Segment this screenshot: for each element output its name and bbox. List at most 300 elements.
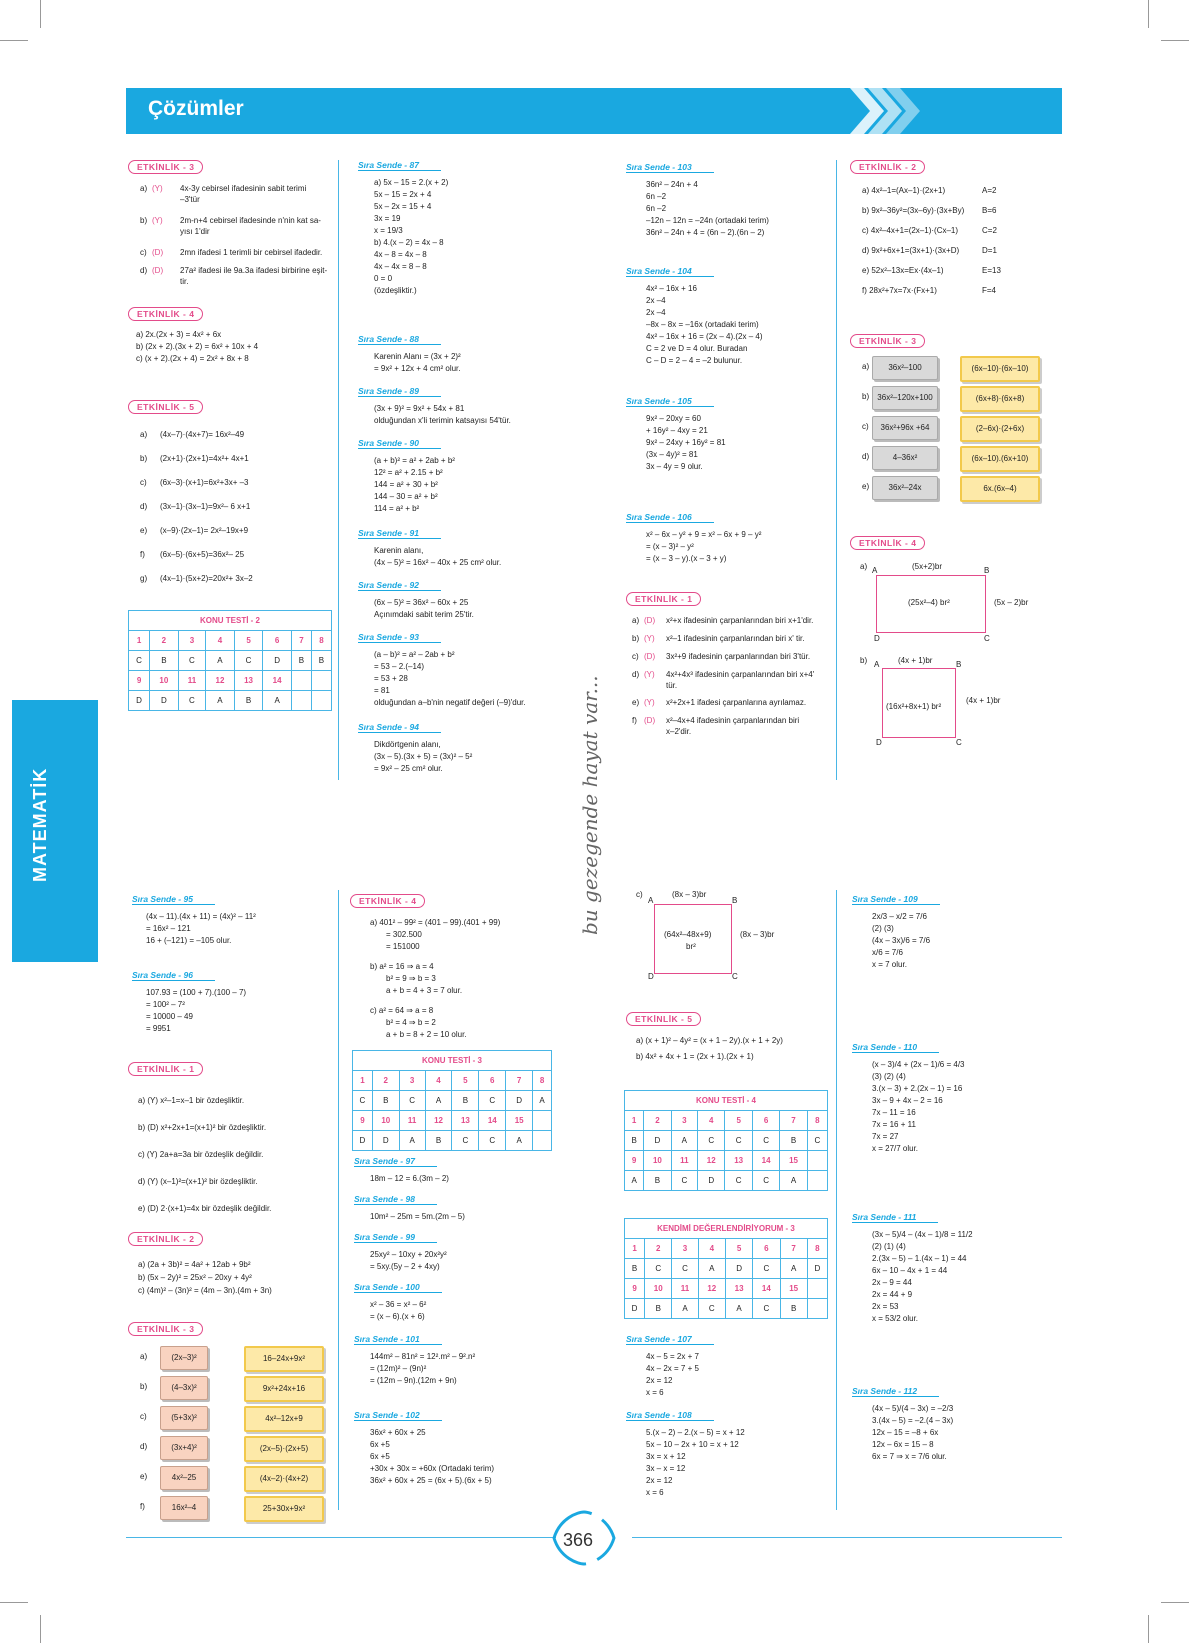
equation-line: 7x = 27 xyxy=(872,1132,899,1141)
equation-line: 6x – 10 – 4x + 1 = 44 xyxy=(872,1266,948,1275)
item-label: f) xyxy=(140,1502,145,1511)
answer-cell: B xyxy=(425,1131,452,1151)
equation-line: (x–9)·(2x–1)= 2x²–19x+9 xyxy=(160,526,249,535)
equation-line: c) a² = 64 ⇒ a = 8 xyxy=(370,1006,434,1015)
answer-cell: A xyxy=(206,691,235,711)
column-divider xyxy=(836,890,837,1510)
answer-cell: C xyxy=(807,1131,827,1151)
equation-line: (2) (3) xyxy=(872,924,894,933)
answer-cell: B xyxy=(645,1299,672,1319)
equation-line: 3x = 19 xyxy=(374,214,401,223)
question-number: 14 xyxy=(479,1111,506,1131)
answer-cell: D xyxy=(129,691,150,711)
equation-line: b) (2x + 2).(3x + 2) = 6x² + 10x + 4 xyxy=(136,342,259,351)
answer-cell: B xyxy=(311,651,331,671)
section-title: Sıra Sende - 108 xyxy=(626,1410,714,1421)
equation-line: x/6 = 7/6 xyxy=(872,948,903,957)
answer-box: (4x–2)·(4x+2) xyxy=(244,1466,324,1492)
question-number: 13 xyxy=(234,671,263,691)
equation-line: (4x–7)·(4x+7)= 16x²–49 xyxy=(160,430,245,439)
answer-cell: D xyxy=(698,1171,725,1191)
answer-cell: A xyxy=(671,1131,697,1151)
equation-line: 2x = 12 xyxy=(646,1476,673,1485)
crop-mark xyxy=(40,0,41,28)
equation-line: 36x² + 60x + 25 xyxy=(370,1428,426,1437)
equation-line: x = 53/2 olur. xyxy=(872,1314,919,1323)
answer-cell: B xyxy=(234,691,263,711)
question-number: 2 xyxy=(645,1239,672,1259)
answer-cell: A xyxy=(425,1091,452,1111)
item-label: e) xyxy=(632,698,640,707)
equation-line: Açınımdaki sabit terim 25'tir. xyxy=(374,610,474,619)
equation-line: (özdeşliktir.) xyxy=(374,286,417,295)
answer-badge: (D) xyxy=(644,716,656,725)
etkinlik-title: ETKİNLİK - 3 xyxy=(850,334,925,348)
question-number: 8 xyxy=(311,631,331,651)
equation-line: 4x – 5 = 2x + 7 xyxy=(646,1352,699,1361)
item-label: c) xyxy=(632,652,639,661)
equation-line: x = 27/7 olur. xyxy=(872,1144,919,1153)
question-number: 10 xyxy=(645,1279,672,1299)
answer-cell: D xyxy=(353,1131,373,1151)
equation-line: 3x – x = 12 xyxy=(646,1464,686,1473)
section-title: Sıra Sende - 102 xyxy=(354,1410,442,1421)
question-number: 15 xyxy=(780,1279,807,1299)
section-title: Sıra Sende - 93 xyxy=(358,632,441,643)
statement-text: 2mn ifadesi 1 terimli bir cebirsel ifadedir. xyxy=(180,248,323,257)
table-row xyxy=(625,1299,828,1319)
equation-line: = 9x² + 12x + 4 cm² olur. xyxy=(374,364,461,373)
statement-text: –3'tür xyxy=(180,195,200,204)
vertex-label: D xyxy=(876,738,882,747)
statement-text: 4x-3y cebirsel ifadesinin sabit terimi xyxy=(180,184,307,193)
equation-line: 12² = a² + 2.15 + b² xyxy=(374,468,443,477)
section-title: Sıra Sende - 111 xyxy=(852,1212,938,1223)
item-label: a) xyxy=(860,562,868,571)
answer-value: F=4 xyxy=(982,286,997,295)
answer-cell: C xyxy=(234,651,263,671)
etkinlik-title: ETKİNLİK - 5 xyxy=(626,1012,701,1026)
item-label: b) xyxy=(862,392,870,401)
question-number xyxy=(291,671,311,691)
item-label: c) xyxy=(862,422,869,431)
answer-cell: C xyxy=(752,1131,779,1151)
equation-line: = 10000 – 49 xyxy=(146,1012,193,1021)
area-label: br² xyxy=(686,942,696,951)
expression-box: 4–36x² xyxy=(872,446,938,470)
item-label: f) xyxy=(140,550,145,559)
answer-cell: B xyxy=(780,1299,807,1319)
equation-line: = 16x² – 121 xyxy=(146,924,191,933)
answer-badge: (Y) xyxy=(152,184,163,193)
equation-line: (4x – 5)² = 16x² – 40x + 25 cm² olur. xyxy=(374,558,502,567)
equation-line: x = 6 xyxy=(646,1388,664,1397)
equation-line: 2.(3x – 5) – 1.(4x – 1) = 44 xyxy=(872,1254,967,1263)
equation-line: 4x – 8 = 4x – 8 xyxy=(374,250,427,259)
question-number: 2 xyxy=(150,631,179,651)
answer-cell: B xyxy=(291,651,311,671)
equation-line: 36n² – 24n + 4 xyxy=(646,180,698,189)
equation-line: (2) (1) (4) xyxy=(872,1242,906,1251)
equation-line: 12x – 6x = 15 – 8 xyxy=(872,1440,934,1449)
equation-line: 4x² – 16x + 16 = (2x – 4).(2x – 4) xyxy=(646,332,763,341)
table-row xyxy=(129,671,332,691)
question-number: 7 xyxy=(780,1111,807,1131)
equation-line: 2x –4 xyxy=(646,308,666,317)
item-label: a) xyxy=(140,430,148,439)
item-label: b) xyxy=(632,634,640,643)
section-title: Sıra Sende - 100 xyxy=(354,1282,442,1293)
answer-cell: C xyxy=(725,1131,752,1151)
answer-cell: D xyxy=(807,1259,827,1279)
table-row xyxy=(129,691,332,711)
side-tab-label: MATEMATİK xyxy=(30,767,50,882)
equation-line: (2x+1)·(2x+1)=4x²+ 4x+1 xyxy=(160,454,249,463)
answer-badge: (Y) xyxy=(644,670,655,679)
expression-box: (5+3x)² xyxy=(160,1406,208,1430)
statement-text: c) (Y) 2a+a=3a bir özdeşlik değildir. xyxy=(138,1150,264,1159)
expression-box: (3x+4)² xyxy=(160,1436,208,1460)
answer-cell: C xyxy=(399,1091,425,1111)
answer-badge: (Y) xyxy=(644,634,655,643)
statement-text: tir. xyxy=(180,277,189,286)
equation-line: 144 – 30 = a² + b² xyxy=(374,492,438,501)
vertex-label: D xyxy=(648,972,654,981)
equation-line: b) (5x – 2y)² = 25x² – 20xy + 4y² xyxy=(138,1273,252,1282)
section-title: Sıra Sende - 103 xyxy=(626,162,714,173)
answer-cell: D xyxy=(625,1299,645,1319)
equation-line: a) 5x – 15 = 2.(x + 2) xyxy=(374,178,449,187)
etkinlik-title: ETKİNLİK - 1 xyxy=(128,1062,203,1076)
item-label: a) xyxy=(862,362,870,371)
column-divider xyxy=(338,160,339,780)
equation-line: +30x + 30x = +60x (Ortadaki terim) xyxy=(370,1464,495,1473)
answer-cell: B xyxy=(372,1091,399,1111)
statement-text: x–2'dir. xyxy=(666,727,692,736)
answer-cell xyxy=(807,1299,827,1319)
equation-line: (4x – 3x)/6 = 7/6 xyxy=(872,936,931,945)
answer-cell: C xyxy=(178,691,206,711)
equation-line: 4x – 2x = 7 + 5 xyxy=(646,1364,699,1373)
etkinlik-title: ETKİNLİK - 2 xyxy=(850,160,925,174)
column-divider xyxy=(338,890,339,1510)
answer-cell: C xyxy=(671,1171,697,1191)
expression-box: (4–3x)² xyxy=(160,1376,208,1400)
equation-line: 25xy² – 10xy + 20x²y² xyxy=(370,1250,447,1259)
equation-line: Karenin alanı, xyxy=(374,546,424,555)
equation-line: (4x – 5)/(4 – 3x) = –2/3 xyxy=(872,1404,954,1413)
equation-line: 3.(x – 3) + 2.(2x – 1) = 16 xyxy=(872,1084,963,1093)
footer-line xyxy=(126,1537,556,1538)
vertex-label: C xyxy=(732,972,738,981)
equation-line: 144m² – 81n² = 12².m² – 9².n² xyxy=(370,1352,476,1361)
section-title: Sıra Sende - 87 xyxy=(358,160,441,171)
statement-text: x²+2x+1 ifadesi çarpanlarına ayrılamaz. xyxy=(666,698,807,707)
question-number: 11 xyxy=(399,1111,425,1131)
question-number: 2 xyxy=(644,1111,671,1131)
section-title: Sıra Sende - 92 xyxy=(358,580,441,591)
etkinlik-title: ETKİNLİK - 4 xyxy=(350,894,425,908)
answer-box: 4x²–12x+9 xyxy=(244,1406,324,1432)
equation-line: b² = 4 ⇒ b = 2 xyxy=(386,1018,436,1027)
answer-cell: A xyxy=(625,1171,644,1191)
item-label: b) xyxy=(140,454,148,463)
answer-box: 6x.(6x–4) xyxy=(960,476,1040,502)
equation-line: 2x = 44 + 9 xyxy=(872,1290,913,1299)
crop-mark xyxy=(0,40,28,41)
equation-line: (6x – 5)² = 36x² – 60x + 25 xyxy=(374,598,469,607)
answer-box: 16–24x+9x² xyxy=(244,1346,324,1372)
answer-cell: A xyxy=(206,651,235,671)
equation-line: 107.93 = (100 + 7).(100 – 7) xyxy=(146,988,247,997)
question-number xyxy=(807,1151,827,1171)
question-number: 6 xyxy=(479,1071,506,1091)
question-number: 1 xyxy=(129,631,150,651)
question-number: 5 xyxy=(725,1239,752,1259)
equation-line: b) a² = 16 ⇒ a = 4 xyxy=(370,962,434,971)
answer-value: B=6 xyxy=(982,206,997,215)
equation-line: a + b = 4 + 3 = 7 olur. xyxy=(386,986,463,995)
side-label: (8x – 3)br xyxy=(740,930,775,939)
answer-box: 25+30x+9x² xyxy=(244,1496,324,1522)
equation-line: 2x –4 xyxy=(646,296,666,305)
answer-cell: A xyxy=(672,1299,698,1319)
equation-line: C = 2 ve D = 4 olur. Buradan xyxy=(646,344,748,353)
answer-cell: B xyxy=(625,1259,645,1279)
question-number: 13 xyxy=(452,1111,479,1131)
question-number: 3 xyxy=(399,1071,425,1091)
equation-line: 144 = a² + 30 + b² xyxy=(374,480,438,489)
answer-cell: B xyxy=(625,1131,644,1151)
equation-line: 6x +5 xyxy=(370,1440,390,1449)
answer-cell: B xyxy=(644,1171,671,1191)
answer-badge: (D) xyxy=(644,616,656,625)
answer-cell: A xyxy=(698,1259,725,1279)
answer-badge: (Y) xyxy=(644,698,655,707)
item-label: b) xyxy=(140,1382,148,1391)
equation-line: = 53 + 28 xyxy=(374,674,408,683)
item-label: c) xyxy=(140,478,147,487)
section-title: Sıra Sende - 105 xyxy=(626,396,714,407)
question-number: 5 xyxy=(452,1071,479,1091)
question-number: 7 xyxy=(780,1239,807,1259)
side-label: (5x+2)br xyxy=(912,562,943,571)
question-number: 3 xyxy=(672,1239,698,1259)
equation-line: olduğundan a–b'nin negatif değeri (–9)'dur. xyxy=(374,698,526,707)
side-label: (5x – 2)br xyxy=(994,598,1029,607)
answer-box: (6x+8)·(6x+8) xyxy=(960,386,1040,412)
answer-box: (2x–5)·(2x+5) xyxy=(244,1436,324,1462)
question-number xyxy=(533,1111,552,1131)
question-number: 11 xyxy=(671,1151,697,1171)
answer-cell: C xyxy=(645,1259,672,1279)
item-label: e) xyxy=(140,526,148,535)
expression-box: 16x²–4 xyxy=(160,1496,208,1520)
equation-line: b) 9x²–36y²=(3x–6y)·(3x+By) xyxy=(862,206,965,215)
answer-value: D=1 xyxy=(982,246,997,255)
table-row xyxy=(625,1279,828,1299)
crop-mark xyxy=(0,1602,28,1603)
equation-line: 36x² + 60x + 25 = (6x + 5).(6x + 5) xyxy=(370,1476,492,1485)
statement-text: b) (D) x²+2x+1=(x+1)² bir özdeşliktir. xyxy=(138,1123,267,1132)
konu-testi-3-table xyxy=(352,1050,552,1151)
question-number: 7 xyxy=(506,1071,533,1091)
section-title: Sıra Sende - 95 xyxy=(132,894,215,905)
etkinlik-title: ETKİNLİK - 3 xyxy=(128,160,203,174)
answer-cell: D xyxy=(372,1131,399,1151)
equation-line: a) 4x²–1=(Ax–1)·(2x+1) xyxy=(862,186,946,195)
equation-line: = 151000 xyxy=(386,942,420,951)
question-number: 14 xyxy=(753,1279,780,1299)
equation-line: b) 4x² + 4x + 1 = (2x + 1).(2x + 1) xyxy=(636,1052,754,1061)
statement-text: 2m-n+4 cebirsel ifadesinde n'nin kat sa- xyxy=(180,216,321,225)
equation-line: 10m² – 25m = 5m.(2m – 5) xyxy=(370,1212,465,1221)
equation-line: 4x – 4x = 8 – 8 xyxy=(374,262,427,271)
item-label: a) xyxy=(632,616,640,625)
equation-line: (3x + 9)² = 9x² + 54x + 81 xyxy=(374,404,465,413)
equation-line: 3x – 4y = 9 olur. xyxy=(646,462,703,471)
kendimi-degerlendiriyorum-3-table xyxy=(624,1218,828,1319)
statement-text: x²–4x+4 ifadesinin çarpanlarından biri xyxy=(666,716,800,725)
item-label: d) xyxy=(632,670,640,679)
answer-cell: A xyxy=(533,1091,552,1111)
equation-line: = (12m – 9n).(12m + 9n) xyxy=(370,1376,457,1385)
item-label: c) xyxy=(636,890,643,899)
slogan: bu gezegende hayat var... xyxy=(578,675,602,935)
equation-line: (6x–5)·(6x+5)=36x²– 25 xyxy=(160,550,245,559)
equation-line: x = 6 xyxy=(646,1488,664,1497)
section-title: Sıra Sende - 98 xyxy=(354,1194,437,1205)
equation-line: c) (x + 2).(2x + 4) = 2x² + 8x + 8 xyxy=(136,354,249,363)
equation-line: d) 9x²+6x+1=(3x+1)·(3x+D) xyxy=(862,246,960,255)
vertex-label: C xyxy=(956,738,962,747)
equation-line: = 9x² – 25 cm² olur. xyxy=(374,764,443,773)
statement-text: tür. xyxy=(666,681,678,690)
equation-line: (3) (2) (4) xyxy=(872,1072,906,1081)
statement-text: 27a² ifadesi ile 9a.3a ifadesi birbirine eşit- xyxy=(180,266,328,275)
expression-box: 36x²+96x +64 xyxy=(872,416,938,440)
question-number: 9 xyxy=(353,1111,373,1131)
answer-cell: D xyxy=(644,1131,671,1151)
question-number: 13 xyxy=(725,1279,752,1299)
crop-mark xyxy=(40,1615,41,1643)
equation-line: a + b = 8 + 2 = 10 olur. xyxy=(386,1030,467,1039)
equation-line: 6n –2 xyxy=(646,192,667,201)
section-title: Sıra Sende - 96 xyxy=(132,970,215,981)
side-label: (4x + 1)br xyxy=(898,656,933,665)
statement-text: x²+x ifadesinin çarpanlarından biri x+1'dir. xyxy=(666,616,814,625)
vertex-label: A xyxy=(872,566,878,575)
answer-value: A=2 xyxy=(982,186,997,195)
section-title: Sıra Sende - 101 xyxy=(354,1334,442,1345)
equation-line: 12x – 15 = –8 + 6x xyxy=(872,1428,939,1437)
question-number: 3 xyxy=(671,1111,697,1131)
equation-line: e) 52x²–13x=Ex·(4x–1) xyxy=(862,266,944,275)
answer-cell: D xyxy=(150,691,179,711)
equation-line: 7x = 16 + 11 xyxy=(872,1120,916,1129)
question-number: 10 xyxy=(150,671,179,691)
equation-line: c) 4x²–4x+1=(2x–1)·(Cx–1) xyxy=(862,226,959,235)
vertex-label: C xyxy=(984,634,990,643)
question-number: 14 xyxy=(263,671,292,691)
answer-cell: C xyxy=(479,1091,506,1111)
vertex-label: B xyxy=(732,896,738,905)
question-number: 12 xyxy=(425,1111,452,1131)
equation-line: –8x – 8x = –16x (ortadaki terim) xyxy=(646,320,759,329)
table-row xyxy=(129,651,332,671)
equation-line: 3x – 9 + 4x – 2 = 16 xyxy=(872,1096,943,1105)
answer-cell: D xyxy=(725,1259,752,1279)
question-number: 13 xyxy=(725,1151,752,1171)
answer-cell xyxy=(807,1171,827,1191)
question-number: 3 xyxy=(178,631,206,651)
section-title: Sıra Sende - 104 xyxy=(626,266,714,277)
question-number: 6 xyxy=(753,1239,780,1259)
equation-line: 4x² – 16x + 16 xyxy=(646,284,697,293)
equation-line: 6n –2 xyxy=(646,204,667,213)
area-label: (25x²–4) br² xyxy=(908,598,950,607)
table-row xyxy=(353,1071,552,1091)
equation-line: f) 28x²+7x=7x·(Fx+1) xyxy=(862,286,937,295)
answer-cell xyxy=(291,691,311,711)
equation-line: a) 2x.(2x + 3) = 4x² + 6x xyxy=(136,330,222,339)
section-title: Sıra Sende - 94 xyxy=(358,722,441,733)
statement-text: x²–1 ifadesinin çarpanlarından biri x' tir. xyxy=(666,634,805,643)
equation-line: 9x² – 24xy + 16y² = 81 xyxy=(646,438,726,447)
answer-cell: C xyxy=(178,651,206,671)
answer-cell xyxy=(311,691,331,711)
answer-cell: B xyxy=(780,1131,807,1151)
column-divider xyxy=(836,160,837,780)
section-title: Sıra Sende - 88 xyxy=(358,334,441,345)
question-number: 11 xyxy=(178,671,206,691)
question-number: 8 xyxy=(807,1111,827,1131)
equation-line: c) (4m)² – (3n)² = (4m – 3n).(4m + 3n) xyxy=(138,1286,272,1295)
question-number: 5 xyxy=(725,1111,752,1131)
answer-cell: B xyxy=(150,651,179,671)
equation-line: = (x – 6).(x + 6) xyxy=(370,1312,425,1321)
item-label: d) xyxy=(140,1442,148,1451)
question-number: 15 xyxy=(780,1151,807,1171)
answer-value: E=13 xyxy=(982,266,1001,275)
answer-cell: C xyxy=(353,1091,373,1111)
item-label: a) xyxy=(140,1352,148,1361)
expression-box: 36x²–24x xyxy=(872,476,938,500)
question-number: 9 xyxy=(625,1279,645,1299)
equation-line: = (12m)² – (9n)² xyxy=(370,1364,427,1373)
vertex-label: D xyxy=(874,634,880,643)
section-title: Sıra Sende - 110 xyxy=(852,1042,939,1053)
equation-line: 18m – 12 = 6.(3m – 2) xyxy=(370,1174,449,1183)
equation-line: olduğundan x'li terimin katsayısı 54'tür. xyxy=(374,416,511,425)
equation-line: 5.(x – 2) – 2.(x – 5) = x + 12 xyxy=(646,1428,745,1437)
crop-mark xyxy=(1161,40,1189,41)
crop-mark xyxy=(1161,1602,1189,1603)
equation-line: 3.(4x – 5) = –2.(4 – 3x) xyxy=(872,1416,954,1425)
table-row xyxy=(625,1259,828,1279)
question-number: 2 xyxy=(372,1071,399,1091)
question-number: 7 xyxy=(291,631,311,651)
equation-line: (x – 3)/4 + (2x – 1)/6 = 4/3 xyxy=(872,1060,965,1069)
answer-badge: (Y) xyxy=(152,216,163,225)
equation-line: (4x – 11).(4x + 11) = (4x)² – 11² xyxy=(146,912,256,921)
question-number: 1 xyxy=(353,1071,373,1091)
equation-line: (6x–3)·(x+1)=6x²+3x+ –3 xyxy=(160,478,249,487)
equation-line: 114 = a² + b² xyxy=(374,504,420,513)
equation-line: a) 401² – 99² = (401 – 99).(401 + 99) xyxy=(370,918,501,927)
statement-text: yısı 1'dir xyxy=(180,227,210,236)
expression-box: 36x²–100 xyxy=(872,356,938,380)
